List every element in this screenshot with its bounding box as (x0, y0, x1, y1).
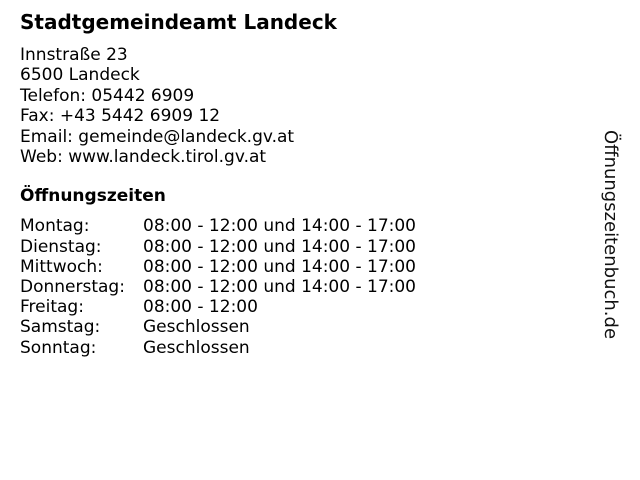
street-address: Innstraße 23 (20, 45, 128, 65)
hours-row-wednesday (20, 257, 416, 277)
business-info-card (20, 9, 600, 358)
web-line: Web: www.landeck.tirol.gv.at (20, 147, 267, 168)
day-label: Sonntag: (20, 337, 97, 358)
day-label: Donnerstag: (20, 277, 125, 298)
day-label: Dienstag: (20, 236, 102, 257)
hours-row-sunday (20, 338, 416, 358)
hours-row-monday (20, 216, 416, 236)
address-block (20, 45, 600, 167)
email-line: Email: gemeinde@landeck.gv.at (20, 126, 295, 147)
day-label: Montag: (20, 216, 90, 237)
brand-watermark-text: Öffnungszeitenbuch.de (600, 130, 621, 340)
day-hours: 08:00 - 12:00 und 14:00 - 17:00 (143, 216, 416, 237)
business-title: Stadtgemeindeamt Landeck (20, 10, 337, 34)
city-line: 6500 Landeck (20, 65, 140, 86)
fax-line: Fax: +43 5442 6909 12 (20, 106, 221, 127)
day-hours: Geschlossen (143, 337, 250, 358)
hours-row-thursday (20, 277, 416, 297)
day-hours: 08:00 - 12:00 und 14:00 - 17:00 (143, 256, 416, 277)
opening-hours-table (20, 216, 416, 357)
phone-line: Telefon: 05442 6909 (20, 85, 195, 106)
hours-row-friday (20, 297, 416, 317)
day-label: Samstag: (20, 317, 101, 338)
day-label: Freitag: (20, 297, 84, 318)
day-hours: 08:00 - 12:00 und 14:00 - 17:00 (143, 277, 416, 298)
day-hours: 08:00 - 12:00 (143, 297, 258, 318)
day-label: Mittwoch: (20, 256, 103, 277)
opening-hours-heading: Öffnungszeiten (20, 186, 166, 207)
hours-row-saturday (20, 317, 416, 337)
hours-row-tuesday (20, 237, 416, 257)
day-hours: 08:00 - 12:00 und 14:00 - 17:00 (143, 236, 416, 257)
day-hours: Geschlossen (143, 317, 250, 338)
